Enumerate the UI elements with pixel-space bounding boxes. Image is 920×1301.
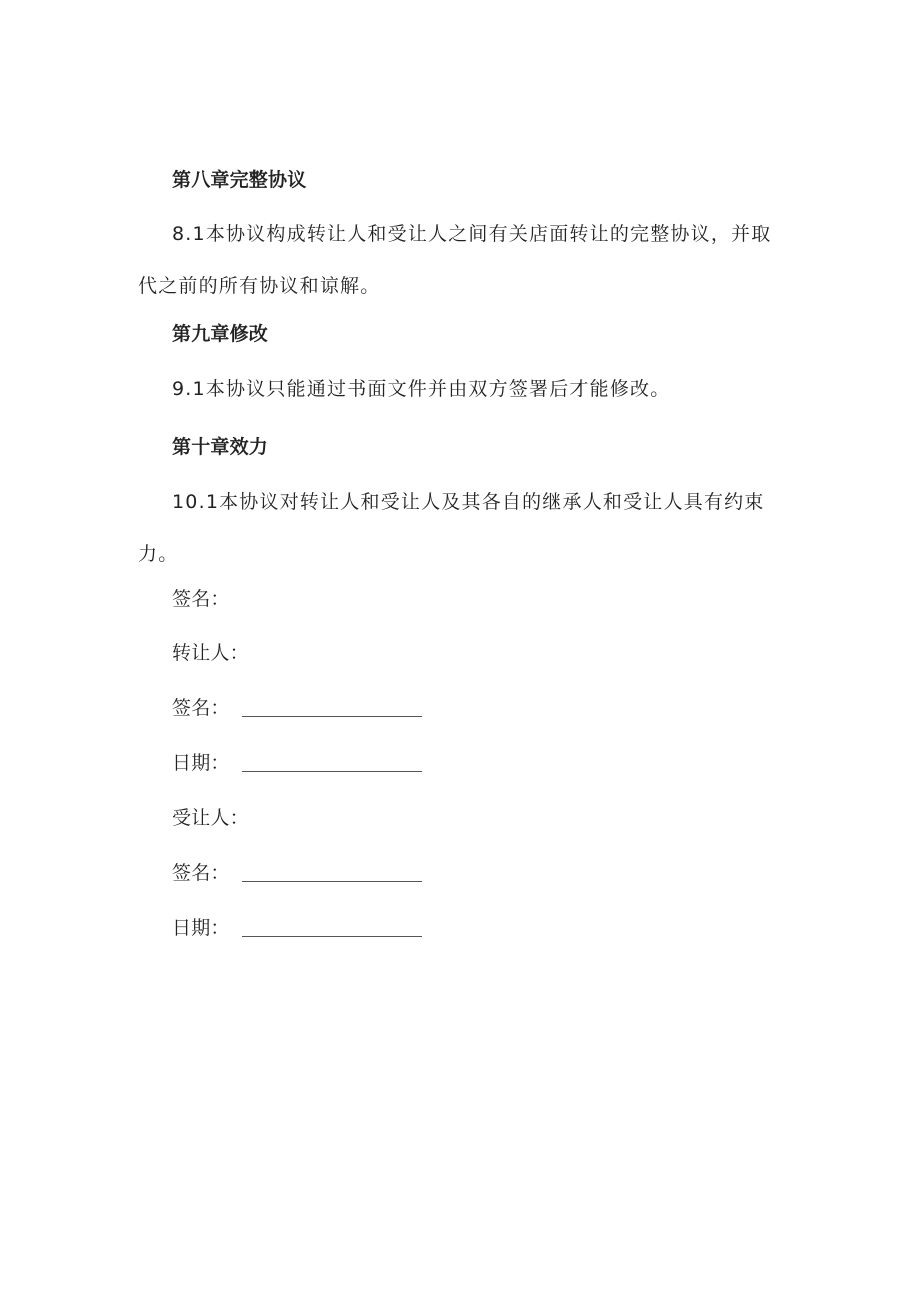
clause-10-1: 10.1本协议对转让人和受让人及其各自的继承人和受让人具有约束力。 (138, 491, 765, 565)
chapter-8-title: 第八章完整协议 (172, 169, 307, 191)
clause-8-1: 8.1本协议构成转让人和受让人之间有关店面转让的完整协议，并取代之前的所有协议和谅解。 (138, 223, 772, 297)
transferee-label: 受让人： (172, 807, 249, 829)
transferor-label: 转让人： (172, 642, 249, 664)
transferee-date-line[interactable] (242, 936, 422, 937)
transferee-signature-line[interactable] (242, 881, 422, 882)
signature-heading: 签名： (172, 588, 230, 610)
clause-9-1: 9.1本协议只能通过书面文件并由双方签署后才能修改。 (172, 378, 671, 400)
transferee-sign-label: 签名： (172, 862, 230, 884)
chapter-9-title: 第九章修改 (172, 323, 269, 345)
transferor-date-line[interactable] (242, 771, 422, 772)
chapter-10-title: 第十章效力 (172, 436, 269, 458)
transferee-date-label: 日期： (172, 917, 230, 939)
transferor-signature-line[interactable] (242, 716, 422, 717)
transferor-date-label: 日期： (172, 752, 230, 774)
transferor-sign-label: 签名： (172, 697, 230, 719)
